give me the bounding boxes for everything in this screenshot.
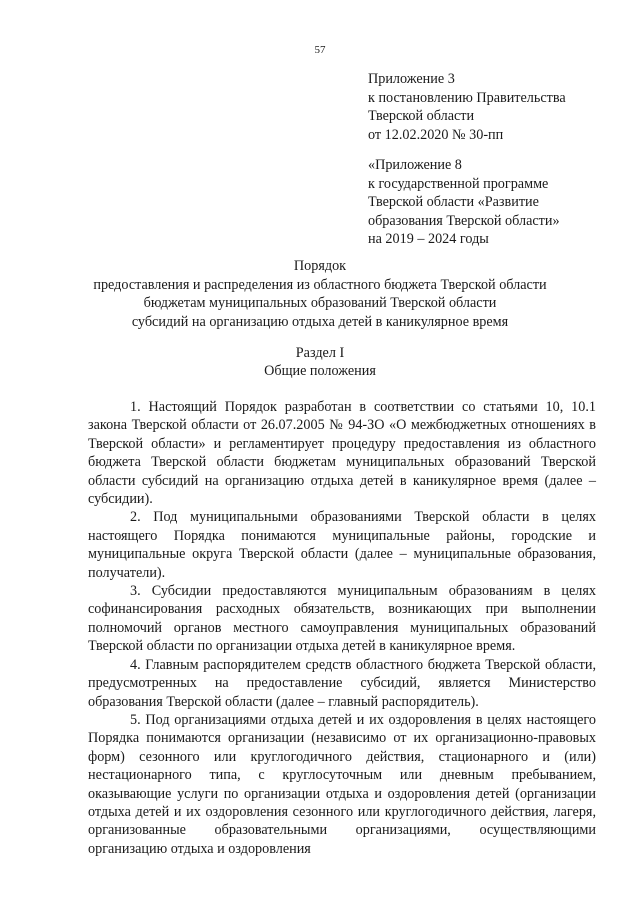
appendix-3-line: к постановлению Правительства <box>368 89 566 106</box>
appendix-3-line: Приложение 3 <box>368 71 455 87</box>
page-number: 57 <box>314 44 326 56</box>
appendix-3-line: от 12.02.2020 № 30-пп <box>368 126 504 143</box>
appendix-8-line: Тверской области «Развитие <box>368 194 539 210</box>
appendix-8-line: «Приложение 8 <box>368 157 462 173</box>
document-subtitle-line: бюджетам муниципальных образований Тверской области <box>143 295 497 311</box>
appendix-8-line: на 2019 – 2024 годы <box>368 231 489 247</box>
paragraph-3: 3. Субсидии предоставляются муниципальным образованиям в целях софинансирования расходных обязательств, возникающих при выполнении полномочий органов местного самоуправления муниципальных образований Тверской области по организации отдыха детей в каникулярное время. <box>88 583 596 655</box>
appendix-3-line: Тверской области <box>368 108 475 124</box>
appendix-8-line: образования Тверской области» <box>368 212 560 229</box>
paragraph-2: 2. Под муниципальными образованиями Тверской области в целях настоящего Порядка понимаются муниципальные районы, городские и муниципальные округа Тверской области (далее – муниципальные образования, получатели). <box>88 509 596 581</box>
paragraph-5: 5. Под организациями отдыха детей и их оздоровления в целях настоящего Порядка понимаются организации (независимо от их организационно-правовых форм) сезонного или круглогодичного действия, стационарного и (или) нестационарного типа, с круглосуточным или дневным пребыванием, оказывающие услуги по организации отдыха и оздоровления детей (организации отдыха детей и их оздоровления сезонного или круглогодичного действия, лагеря, организованные образовательными организациями, осуществляющими организацию отдыха и оздоровления <box>88 711 596 857</box>
document-subtitle-line: предоставления и распределения из областного бюджета Тверской области <box>93 277 547 293</box>
document-title: Порядок <box>293 258 347 274</box>
appendix-8-line: к государственной программе <box>368 175 549 192</box>
appendix-8-block <box>368 156 560 249</box>
paragraph-1: 1. Настоящий Порядок разработан в соответствии со статьями 10, 10.1 закона Тверской области от 26.07.2005 № 94-ЗО «О межбюджетных отношениях в Тверской области» и регламентирует процедуру предоставления из областного бюджета Тверской области бюджетам муниципальных образований Тверской области субсидий на организацию отдыха детей в каникулярное время (далее – субсидии). <box>88 399 596 508</box>
paragraph-4: 4. Главным распорядителем средств областного бюджета Тверской области, предусмотренных на предоставление субсидий, является Министерство образования Тверской области (далее – главный распорядитель). <box>88 656 596 710</box>
section-number: Раздел I <box>295 345 345 361</box>
document-subtitle-line: субсидий на организацию отдыха детей в каникулярное время <box>131 314 509 330</box>
document-body <box>88 398 596 858</box>
appendix-3-block <box>368 70 566 144</box>
section-title: Общие положения <box>264 363 376 379</box>
